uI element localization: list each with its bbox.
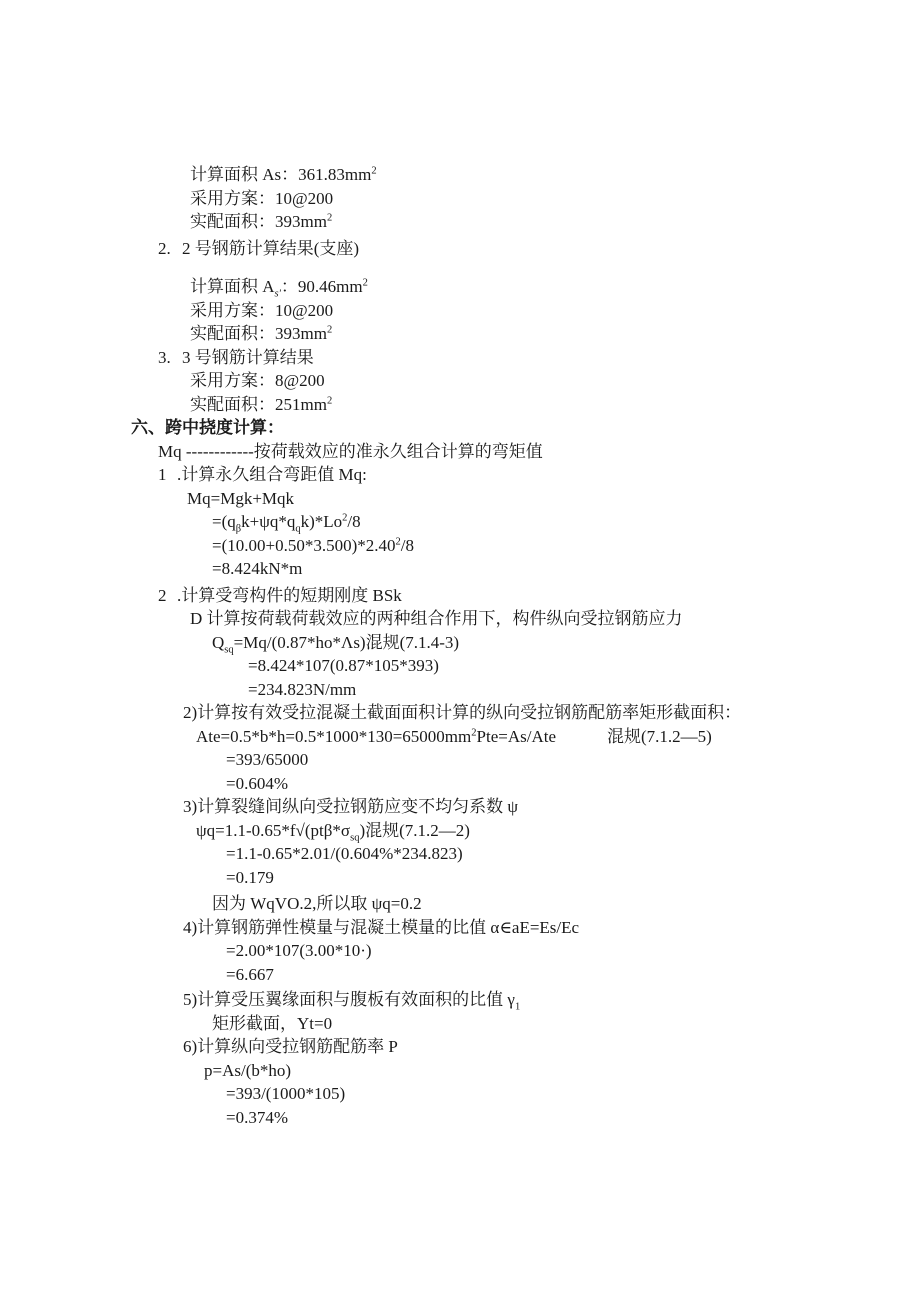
- actual-area-line: 实配面积：$393mm^2$: [190, 324, 333, 343]
- step-title: .计算受弯构件的短期刚度 BSk: [177, 585, 402, 605]
- calc-area-as2-line: 计算面积 $A_{s'}$：$90.46mm^2$: [190, 277, 368, 300]
- formula-line: =8.424*107(0.87*105*393): [248, 656, 439, 675]
- formula-line: $=(q_\beta k+\psi q*q_qk)*Lo^2/8$: [212, 512, 361, 535]
- step-1: [158, 463, 920, 487]
- formula-line: =8.424kN*m: [212, 559, 303, 578]
- note-line: 矩形截面，Yt=0: [212, 1013, 333, 1033]
- substep-5-title: 5)计算受压翼缘面积与腹板有效面积的比值 $\gamma_1$: [183, 990, 521, 1013]
- actual-area-line: 实配面积：$393mm^2$: [190, 212, 333, 231]
- formula-line: =1.1-0.65*2.01/(0.604%*234.823): [226, 844, 463, 863]
- step-number: 2: [158, 585, 167, 605]
- list-number: 2.: [158, 238, 171, 258]
- step-2: [158, 584, 920, 608]
- formula-line: =393/65000: [226, 750, 309, 769]
- step-number: 1: [158, 465, 167, 484]
- formula-line: Mq=Mgk+Mqk: [187, 488, 295, 508]
- section-heading: 六、跨中挠度计算：: [131, 418, 284, 437]
- list-item-title: 2 号钢筋计算结果(支座): [182, 238, 360, 258]
- formula-line: =0.374%: [226, 1107, 288, 1127]
- adopted-plan-line: 采用方案：10@200: [190, 188, 334, 208]
- actual-area-line: 实配面积：$251mm^2$: [190, 394, 333, 414]
- adopted-plan-line: 采用方案：8@200: [190, 371, 325, 390]
- substep-2-title: 2)计算按有效受拉混凝土截面面积计算的纵向受拉钢筋配筋率矩形截面积：: [183, 703, 742, 722]
- formula-line: =234.823N/mm: [248, 679, 357, 699]
- adopted-plan-line: 采用方案：10@200: [190, 300, 334, 320]
- list-item-3: [158, 346, 920, 370]
- calc-area-as-line: 计算面积 As：$361.83mm^2$: [190, 165, 377, 184]
- list-number: 3.: [158, 347, 171, 367]
- substep-d-title: D 计算按荷载荷载效应的两种组合作用下，构件纵向受拉钢筋应力: [190, 609, 683, 628]
- formula-line: =0.179: [226, 867, 274, 887]
- formula-line: $Q_{sq}=Mq/(0.87*ho*\Lambda s)$混规(7.1.4-3): [212, 632, 460, 655]
- formula-line: =2.00*107(3.00*10·): [226, 941, 372, 960]
- substep-6-title: 6)计算纵向受拉钢筋配筋率 P: [183, 1037, 398, 1056]
- substep-3-title: 3)计算裂缝间纵向受拉钢筋应变不均匀系数 ψ: [183, 797, 519, 816]
- formula-line: $=(10.00+0.50*3.500)*2.40^2/8$: [212, 535, 414, 555]
- formula-line: p=As/(b*ho): [204, 1060, 292, 1080]
- formula-line: =393/(1000*105): [226, 1084, 346, 1103]
- formula-line: =6.667: [226, 964, 274, 984]
- note-line: 因为 WqVO.2,所以取 ψq=0.2: [212, 894, 422, 913]
- list-item-title: 3 号钢筋计算结果: [182, 347, 314, 367]
- formula-line: =0.604%: [226, 773, 288, 793]
- formula-line: $Ate=0.5*b*h=0.5*1000*130=65000mm^2Pte=As$/Ate 混规(7.1.2—5): [196, 726, 712, 746]
- formula-line: $\psi q=1.1-0.65*f√(pt\beta*\sigma_{sq})$混规(7.1.2—2): [196, 820, 470, 843]
- step-title: .计算永久组合弯距值 Mq:: [177, 465, 367, 484]
- substep-4-title: 4)计算钢筋弹性模量与混凝土模量的比值 α∈aE=Es/Ec: [183, 917, 580, 937]
- mq-definition-line: Mq ------------按荷载效应的准永久组合计算的弯矩值: [158, 441, 543, 461]
- list-item-2: [158, 237, 920, 261]
